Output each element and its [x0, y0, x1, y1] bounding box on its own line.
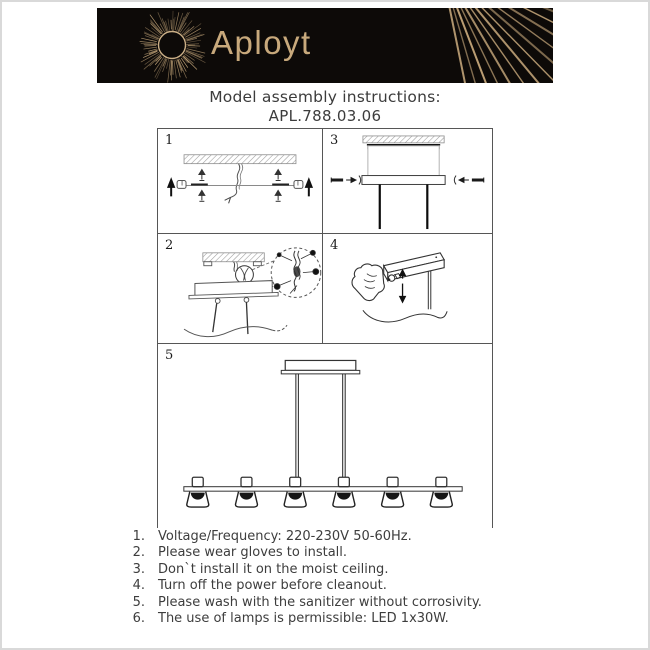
note-text: Please wear gloves to install.: [158, 545, 348, 561]
step3-canopy-screws-diagram: [323, 129, 492, 233]
brand-banner: [97, 8, 553, 83]
note-text: Please wash with the sanitizer without corrosivity.: [158, 594, 482, 610]
notes-list: [125, 529, 545, 627]
panel-number: 4: [330, 238, 339, 253]
step1-mount-bracket-diagram: [158, 129, 322, 233]
note-row: [125, 562, 545, 578]
note-row: [125, 529, 545, 545]
note-row: [125, 611, 545, 627]
note-number: 6.: [132, 611, 145, 627]
note-text: Don`t install it on the moist ceiling.: [158, 561, 389, 577]
step2-wire-connection-diagram: [158, 234, 322, 343]
note-text: Voltage/Frequency: 220-230V 50-60Hz.: [158, 529, 412, 544]
note-row: [125, 578, 545, 594]
panel-step-5: [158, 344, 492, 529]
brand-wordmark: Aployt: [211, 24, 312, 61]
note-number: 3.: [132, 561, 145, 577]
assembly-grid: [157, 128, 493, 528]
panel-number: 5: [165, 348, 174, 363]
note-text: Turn off the power before cleanout.: [158, 578, 387, 594]
panel-number: 3: [330, 133, 339, 148]
panel-step-3: [323, 129, 492, 234]
note-number: 5.: [132, 594, 145, 610]
note-number: 1.: [132, 529, 145, 544]
model-code: APL.788.03.06: [268, 107, 382, 125]
note-number: 2.: [132, 545, 145, 561]
panel-step-2: [158, 234, 323, 344]
panel-number: 1: [165, 133, 174, 148]
panel-number: 2: [165, 238, 174, 253]
note-number: 4.: [132, 578, 145, 594]
page-title: Model assembly instructions:: [209, 88, 441, 106]
note-text: The use of lamps is permissible: LED 1x30W.: [158, 611, 449, 627]
note-row: [125, 545, 545, 561]
panel-step-1: [158, 129, 323, 234]
step4-height-adjust-diagram: [323, 234, 492, 343]
title-block: [0, 88, 650, 125]
note-row: [125, 595, 545, 611]
step5-assembled-fixture-diagram: [158, 344, 492, 529]
panel-step-4: [323, 234, 492, 344]
